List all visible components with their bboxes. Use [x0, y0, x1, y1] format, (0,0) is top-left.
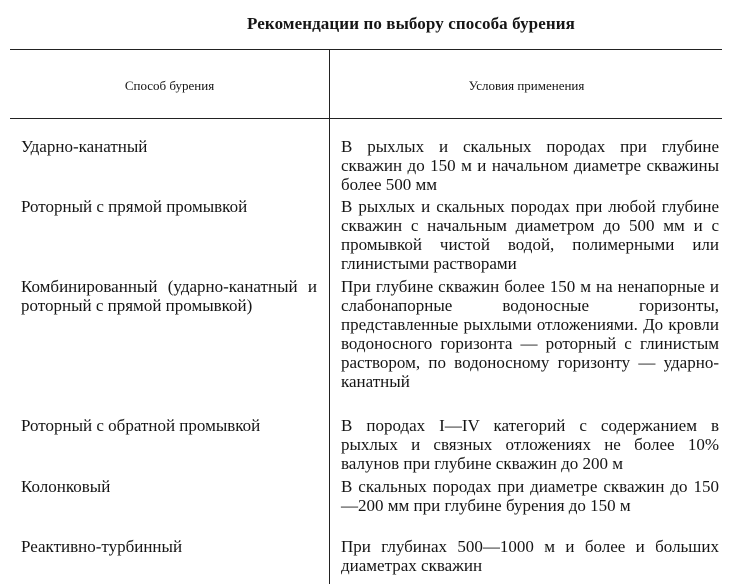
method-cell: Роторный с обратной промывкой [21, 416, 261, 435]
method-cell: Роторный с прямой промывкой [21, 197, 248, 216]
table-row [0, 137, 732, 197]
conditions-cell: При глубине скважин более 150 м на ненапорные и слабонапорные водоносные горизонты, представленные рыхлыми отложениями. До кровли водоносного горизонта — роторный с глинистым раствором, по водоносному горизонту — ударно-канатный [341, 277, 719, 391]
table-body [0, 137, 732, 582]
column-header-method: Способ бурения [124, 78, 215, 93]
method-cell: Ударно-канатный [21, 137, 148, 156]
conditions-cell: В рыхлых и скальных породах при любой глубине скважин с начальным диаметром до 500 мм и с промывкой чистой водой, полимерными или глинистыми растворами [341, 197, 719, 273]
method-cell: Комбинированный (ударно-канатный и роторный с прямой промывкой) [21, 277, 317, 315]
conditions-cell: В рыхлых и скальных породах при глубине скважин до 150 м и начальном диаметре скважины более 500 мм [341, 137, 719, 194]
column-header-conditions: Условия применения [468, 78, 585, 93]
conditions-cell: В породах I—IV категорий с содержанием в рыхлых и связных отложениях не более 10% валунов при глубине скважин до 200 м [341, 416, 719, 473]
table-top-rule [10, 49, 722, 50]
conditions-cell: В скальных породах при диаметре скважин до 150—200 мм при глубине бурения до 150 м [341, 477, 719, 515]
method-cell: Реактивно-турбинный [21, 537, 183, 556]
header-bottom-rule [10, 118, 722, 119]
method-cell: Колонковый [21, 477, 111, 496]
table-row [0, 197, 732, 277]
conditions-cell: При глубинах 500—1000 м и более и больших диаметрах скважин [341, 537, 719, 575]
table-row [0, 416, 732, 477]
table-row [0, 477, 732, 537]
table-title: Рекомендации по выбору способа бурения [247, 14, 575, 33]
table-row [0, 537, 732, 582]
table-row [0, 277, 732, 416]
